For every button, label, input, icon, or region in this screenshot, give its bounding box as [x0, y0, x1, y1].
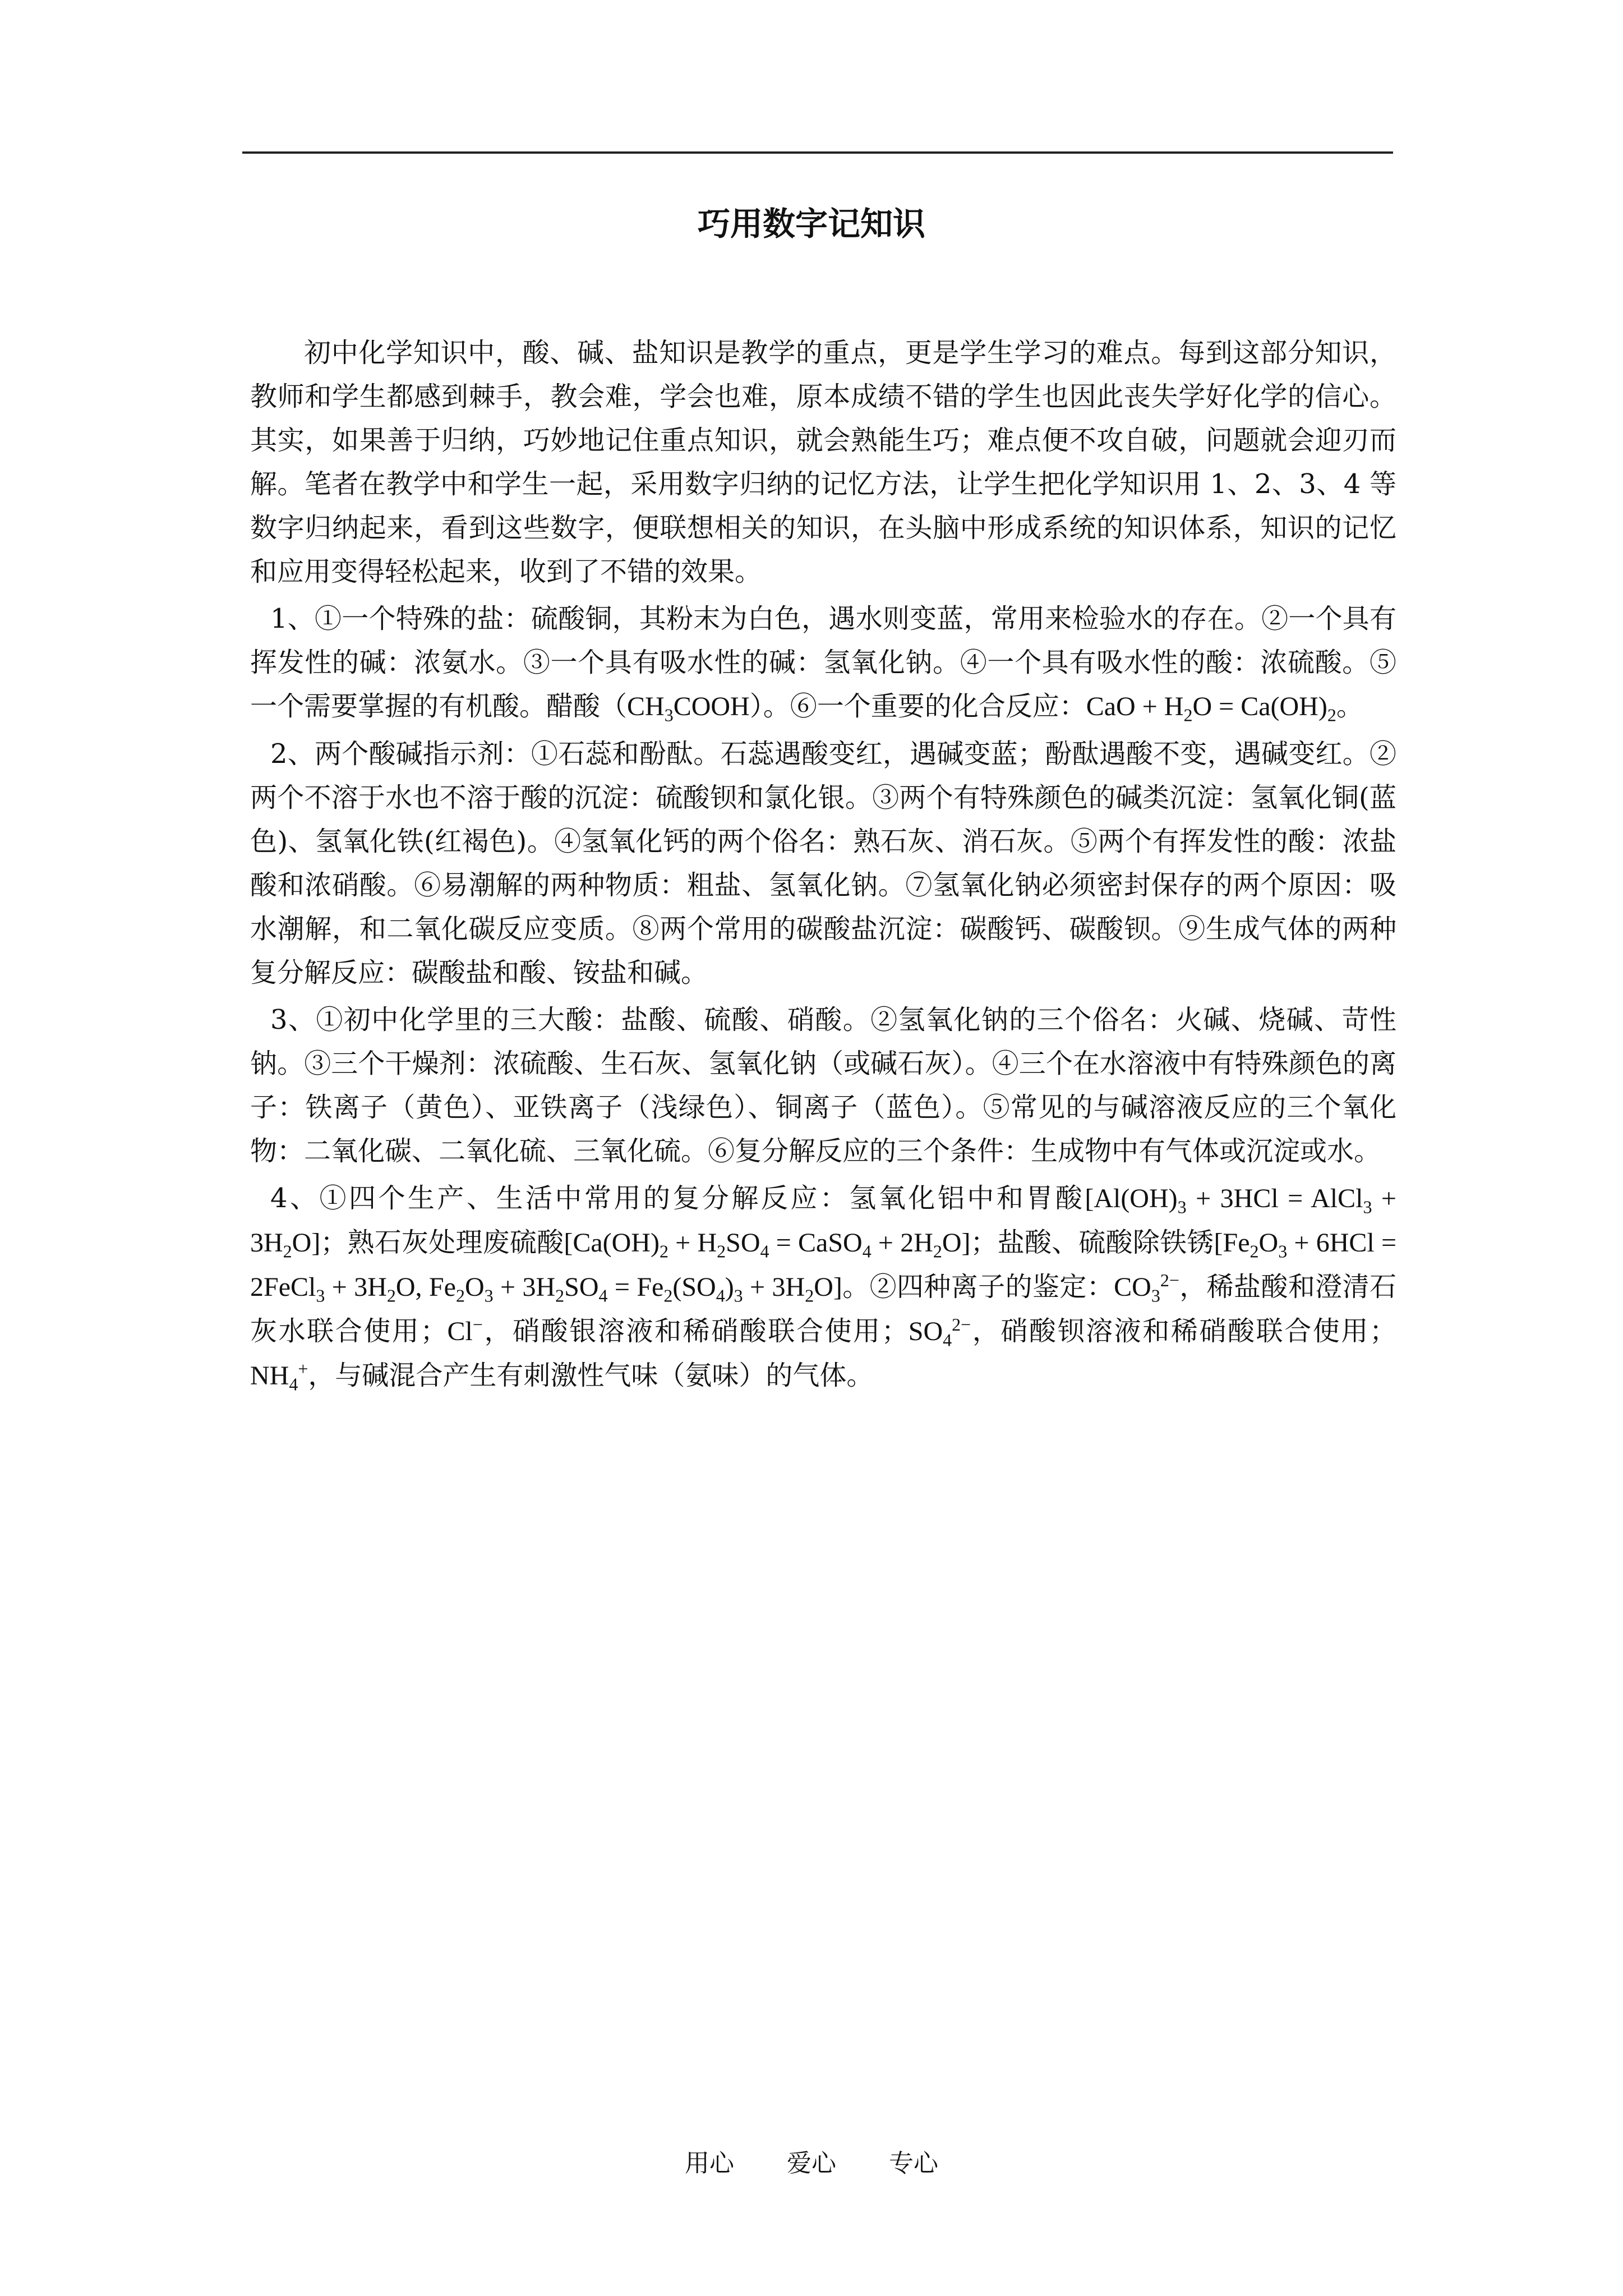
equation-aloh3-hcl: [$Al(OH)_3 + 3HCl$ = AlCl$_3$ + $3H_2O$]: [250, 1184, 1396, 1262]
ion-sulfate: $SO_4^{2-}$: [908, 1314, 971, 1350]
section-2-paragraph: 2、两个酸碱指示剂：①石蕊和酚酞。石蕊遇酸变红，遇碱变蓝；酚酞遇酸不变，遇碱变红。②两个不溶于水也不溶于酸的沉淀：硫酸钡和氯化银。③两个有特殊颜色的碱类沉淀：氢氧化铜(蓝色)、氢氧化铁(红褐色)。④氢氧化钙的两个俗名：熟石灰、消石灰。⑤两个有挥发性的酸：浓盐酸和浓硝酸。⑥易潮解的两种物质：粗盐、氢氧化钠。⑦氢氧化钠必须密封保存的两个原因：吸水潮解，和二氧化碳反应变质。⑧两个常用的碳酸盐沉淀：碳酸钙、碳酸钡。⑨生成气体的两种复分解反应：碳酸盐和酸、铵盐和碱。: [250, 738, 1396, 988]
section-4-paragraph: 4、①四个生产、生活中常用的复分解反应：氢氧化铝中和胃酸[$Al(OH)_3 + 3HCl$ = AlCl$_3$ + $3H_2O$]；熟石灰处理废硫酸[$Ca(OH)_2 + H_2SO_4$ = CaSO$_4$ + $2H_2O$]；盐酸、硫酸除铁锈[$Fe_2O_3 + 6HCl$ = 2FeCl$_3$ + $3H_2O$, $Fe_2O_3 + 3H_2SO_4 = Fe_2(SO_4)_3 + 3H_2O$]。②四种离子的鉴定：$CO_3^{2-}$，稀盐酸和澄清石灰水联合使用；Cl−，硝酸银溶液和稀硝酸联合使用；$SO_4^{2-}$，硝酸钡溶液和稀硝酸联合使用；$NH_4^+$，与碱混合产生有刺激性气味（氨味）的气体。: [250, 1182, 1397, 1395]
page-title: 巧用数字记知识: [697, 205, 925, 243]
section-1-paragraph: 1、①一个特殊的盐：硫酸铜，其粉末为白色，遇水则变蓝，常用来检验水的存在。②一个具有挥发性的碱：浓氨水。③一个具有吸水性的碱：氢氧化钠。④一个具有吸水性的酸：浓硫酸。⑤一个需要掌握的有机酸。醋酸$(CH_3COOH)$。⑥一个重要的化合反应：CaO + $H_2O = Ca(OH)_2$。: [250, 603, 1396, 725]
equation-rust-removal: [$Fe_2O_3 + 6HCl$ = 2FeCl$_3$ + $3H_2O$, $Fe_2O_3 + 3H_2SO_4 = Fe_2(SO_4)_3 + 3H_2O$]: [250, 1228, 1397, 1306]
footer-text-1: 用心: [685, 2149, 734, 2178]
ion-chloride: Cl−: [447, 1314, 483, 1346]
footer-text-3: 专心: [889, 2149, 938, 2178]
ion-ammonium: $NH_4^+$: [250, 1359, 308, 1395]
equation-cao-water: CaO + $H_2O = Ca(OH)_2$: [1086, 692, 1336, 725]
page-footer: [0, 2143, 1623, 2179]
intro-paragraph: 初中化学知识中，酸、碱、盐知识是教学的重点，更是学生学习的难点。每到这部分知识，教师和学生都感到棘手，教会难，学会也难，原本成绩不错的学生也因此丧失学好化学的信心。其实，如果善于归纳，巧妙地记住重点知识，就会熟能生巧；难点便不攻自破，问题就会迎刃而解。笔者在教学中和学生一起，采用数字归纳的记忆方法，让学生把化学知识用 1、2、3、4 等数字归纳起来，看到这些数字，便联想相关的知识，在头脑中形成系统的知识体系，知识的记忆和应用变得轻松起来，收到了不错的效果。: [250, 337, 1396, 587]
ion-carbonate: $CO_3^{2-}$: [1114, 1270, 1179, 1306]
equation-caoh2-h2so4: [$Ca(OH)_2 + H_2SO_4$ = CaSO$_4$ + $2H_2O$]: [564, 1228, 971, 1262]
formula-acetic-acid: $CH_3COOH$: [627, 692, 750, 725]
section-3-paragraph: 3、①初中化学里的三大酸：盐酸、硫酸、硝酸。②氢氧化钠的三个俗名：火碱、烧碱、苛性钠。③三个干燥剂：浓硫酸、生石灰、氢氧化钠（或碱石灰）。④三个在水溶液中有特殊颜色的离子：铁离子（黄色）、亚铁离子（浅绿色）、铜离子（蓝色）。⑤常见的与碱溶液反应的三个氧化物：二氧化碳、二氧化硫、三氧化硫。⑥复分解反应的三个条件：生成物中有气体或沉淀或水。: [250, 1004, 1396, 1167]
footer-text-2: 爱心: [787, 2149, 836, 2178]
document-body: [250, 331, 1396, 1398]
header-rule: [242, 151, 1393, 154]
